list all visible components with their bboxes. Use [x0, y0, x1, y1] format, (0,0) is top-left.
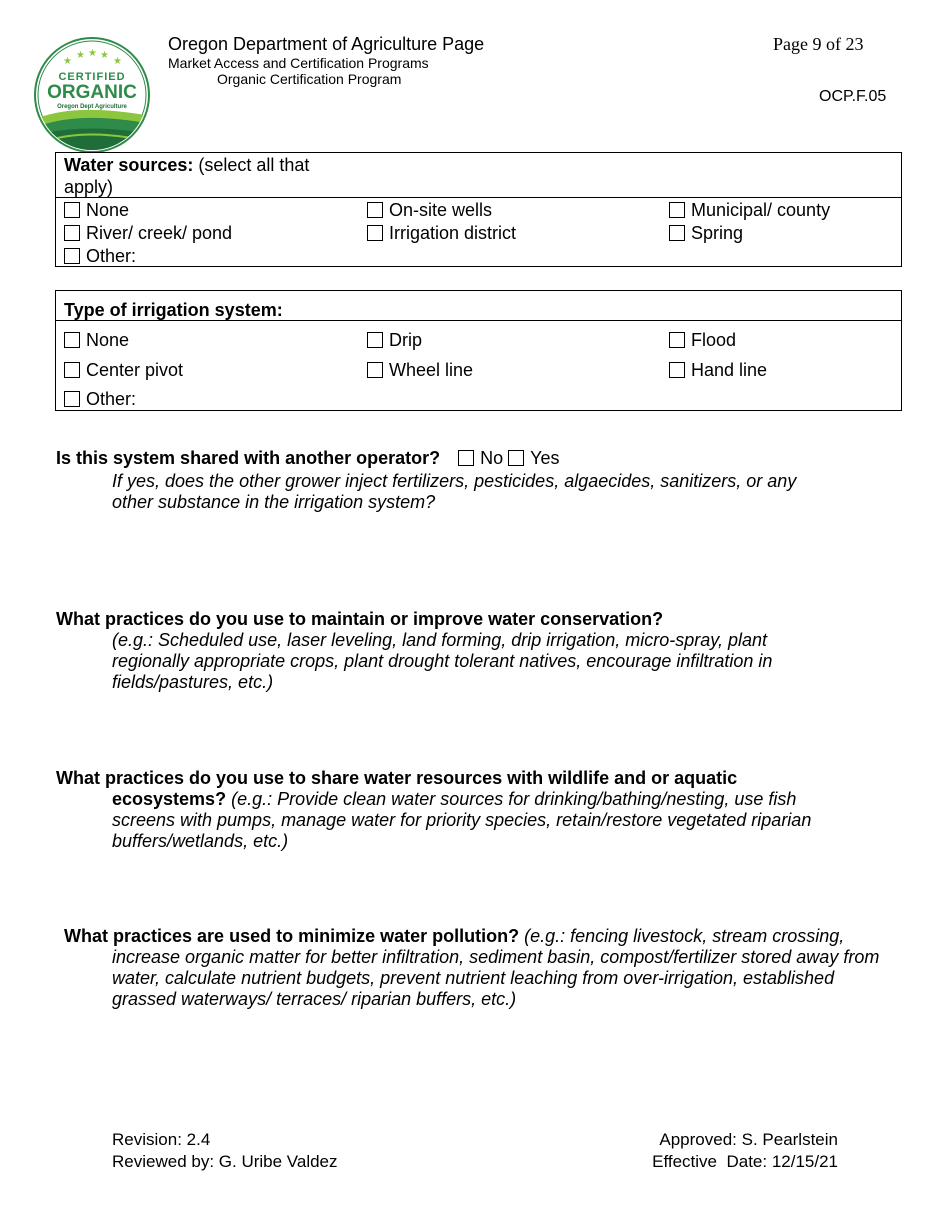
- checkbox-icon[interactable]: [367, 202, 383, 218]
- shared-question: [56, 448, 560, 469]
- footer-revision: Revision: 2.4: [112, 1130, 211, 1149]
- wildlife-question: What practices do you use to share water resources with wildlife and or aquatic: [56, 768, 738, 788]
- checkbox-icon[interactable]: [669, 225, 685, 241]
- svg-text:★: ★: [63, 56, 72, 67]
- water-sources-label-rest: (select all that: [193, 155, 310, 175]
- wildlife-hint: (e.g.: Provide clean water sources for drinking/bathing/nesting, use fish screens with pumps, manage water for priority species, retain/restore vegetated riparian buffers/wetlands, etc.): [112, 789, 812, 851]
- irrigation-option-hand-line[interactable]: Hand line: [669, 359, 767, 381]
- svg-text:★: ★: [100, 50, 109, 61]
- header-subtitle-programs: Market Access and Certification Programs: [168, 55, 429, 71]
- water-option-other[interactable]: Other:: [64, 245, 136, 267]
- checkbox-icon[interactable]: [508, 450, 524, 466]
- shared-yes-option[interactable]: Yes: [508, 448, 559, 468]
- irrigation-option-other[interactable]: Other:: [64, 388, 136, 410]
- water-sources-label: [64, 154, 309, 198]
- shared-followup: If yes, does the other grower inject fertilizers, pesticides, algaecides, sanitizers, or any other substance in the irrigation system?: [112, 471, 797, 512]
- footer-approved: Approved: S. Pearlstein: [659, 1130, 838, 1149]
- logo-main-text: ORGANIC: [47, 82, 137, 103]
- shared-question-text: Is this system shared with another operator?: [56, 448, 441, 468]
- irrigation-option-wheel-line[interactable]: Wheel line: [367, 359, 473, 381]
- logo-sub-text: Oregon Dept Agriculture: [57, 104, 127, 110]
- water-option-river[interactable]: River/ creek/ pond: [64, 222, 232, 244]
- water-sources-label-line2: apply): [64, 177, 114, 197]
- water-option-municipal[interactable]: Municipal/ county: [669, 199, 830, 221]
- water-option-irrigation-district[interactable]: Irrigation district: [367, 222, 516, 244]
- wildlife-question-line2: ecosystems?: [112, 789, 227, 809]
- logo-seal-icon: [33, 36, 151, 154]
- checkbox-icon[interactable]: [367, 332, 383, 348]
- pollution-question: What practices are used to minimize water pollution?: [64, 926, 520, 946]
- checkbox-icon[interactable]: [458, 450, 474, 466]
- conservation-question: What practices do you use to maintain or improve water conservation?: [56, 609, 664, 629]
- footer-effective: Effective Date: 12/15/21: [652, 1152, 838, 1171]
- organic-logo: [33, 36, 151, 154]
- water-sources-label-bold: Water sources:: [64, 155, 194, 175]
- header-title: Oregon Department of Agriculture Page: [168, 34, 485, 54]
- checkbox-icon[interactable]: [64, 202, 80, 218]
- water-option-spring[interactable]: Spring: [669, 222, 743, 244]
- svg-text:★: ★: [88, 48, 97, 59]
- checkbox-icon[interactable]: [64, 332, 80, 348]
- irrigation-label: Type of irrigation system:: [64, 300, 283, 320]
- irrigation-option-drip[interactable]: Drip: [367, 329, 422, 351]
- water-option-none[interactable]: None: [64, 199, 129, 221]
- water-option-onsite-wells[interactable]: On-site wells: [367, 199, 492, 221]
- page-number: Page 9 of 23: [773, 34, 864, 54]
- checkbox-icon[interactable]: [669, 202, 685, 218]
- shared-no-option[interactable]: No: [458, 448, 503, 468]
- checkbox-icon[interactable]: [367, 225, 383, 241]
- pollution-hint: (e.g.: fencing livestock, stream crossing, increase organic matter for better infiltration, sediment basin, compost/fertilizer stored away from water, calculate nutrient budgets, prevent nutrient leaching from over-irrigation, established grassed waterways/ terraces/ riparian buffers, etc.): [112, 926, 880, 1009]
- checkbox-icon[interactable]: [64, 362, 80, 378]
- checkbox-icon[interactable]: [64, 248, 80, 264]
- wildlife-question-cont: [112, 789, 842, 852]
- footer-reviewed: Reviewed by: G. Uribe Valdez: [112, 1152, 338, 1171]
- checkbox-icon[interactable]: [669, 362, 685, 378]
- svg-text:★: ★: [76, 50, 85, 61]
- checkbox-icon[interactable]: [669, 332, 685, 348]
- irrigation-option-center-pivot[interactable]: Center pivot: [64, 359, 183, 381]
- irrigation-option-flood[interactable]: Flood: [669, 329, 736, 351]
- form-code: OCP.F.05: [819, 88, 887, 105]
- logo-top-text: CERTIFIED: [58, 71, 126, 83]
- irrigation-option-none[interactable]: None: [64, 329, 129, 351]
- conservation-hint: (e.g.: Scheduled use, laser leveling, land forming, drip irrigation, micro-spray, plant regionally appropriate crops, plant drought tolerant natives, encourage infiltration in fields/pastures, etc.): [112, 630, 773, 692]
- checkbox-icon[interactable]: [64, 225, 80, 241]
- header-subtitle-organic: Organic Certification Program: [217, 71, 402, 87]
- pollution-question-block: [64, 926, 882, 1010]
- checkbox-icon[interactable]: [367, 362, 383, 378]
- svg-text:★: ★: [113, 56, 122, 67]
- checkbox-icon[interactable]: [64, 391, 80, 407]
